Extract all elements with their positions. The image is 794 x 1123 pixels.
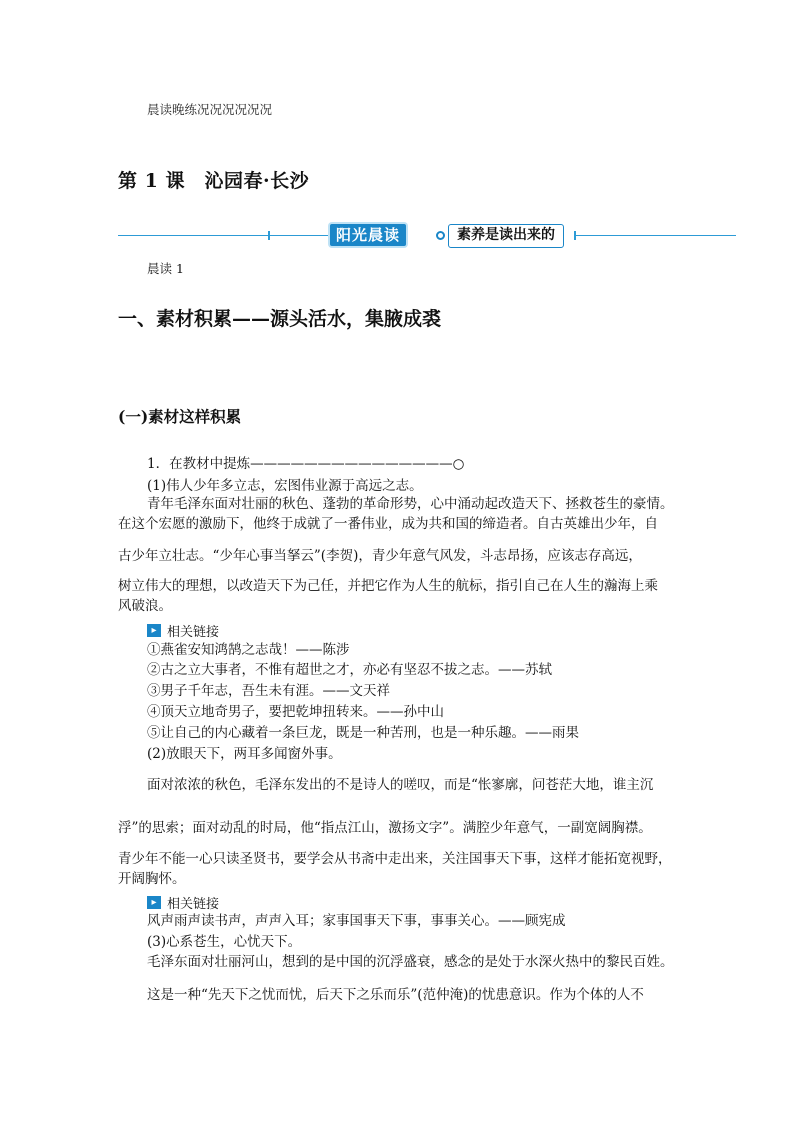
point-2-line: 开阔胸怀。	[118, 871, 186, 887]
quote-line: 风声雨声读书声，声声入耳；家事国事天下事，事事关心。——顾宪成	[147, 913, 566, 929]
morning-reading-label: 晨读 1	[147, 261, 184, 276]
page-header: 晨读晚练况况况况况况	[147, 102, 273, 117]
point-1-line: 古少年立壮志。“少年心事当拏云”(李贺)，青少年意气风发，斗志昂扬，应该志存高远，	[118, 548, 642, 564]
arrow-right-icon: ▸	[147, 896, 161, 909]
banner-left-tick	[268, 231, 270, 240]
subsection-title: (一)素材这样积累	[118, 407, 242, 426]
point-2-heading: (2)放眼天下，两耳多闻窗外事。	[147, 746, 342, 762]
quote-line: ④顶天立地奇男子，要把乾坤扭转来。——孙中山	[147, 704, 444, 720]
section-title: 一、素材积累——源头活水，集腋成裘	[118, 308, 442, 330]
banner-dot-icon	[436, 231, 445, 240]
point-1-line: 树立伟大的理想，以改造天下为己任，并把它作为人生的航标，指引自己在人生的瀚海上乘	[118, 578, 658, 594]
arrow-right-icon: ▸	[147, 624, 161, 637]
point-2-line: 面对浓浓的秋色，毛泽东发出的不是诗人的嗟叹，而是“怅寥廓，问苍茫大地，谁主沉	[147, 777, 654, 793]
quote-line: ⑤让自己的内心藏着一条巨龙，既是一种苦刑，也是一种乐趣。——雨果	[147, 725, 579, 741]
point-1-line: 青年毛泽东面对壮丽的秋色、蓬勃的革命形势，心中涌动起改造天下、拯救苍生的豪情。	[147, 496, 674, 512]
quote-line: ①燕雀安知鸿鹄之志哉！——陈涉	[147, 642, 350, 658]
quote-line: ②古之立大事者，不惟有超世之才，亦必有坚忍不拔之志。——苏轼	[147, 662, 552, 678]
section-banner	[118, 222, 736, 250]
quote-line: ③男子千年志，吾生未有涯。——文天祥	[147, 683, 390, 699]
related-link-label: 相关链接	[167, 897, 220, 912]
point-1-line: 风破浪。	[118, 598, 172, 614]
point-3-line: 这是一种“先天下之忧而忧，后天下之乐而乐”(范仲淹)的忧患意识。作为个体的人不	[147, 987, 644, 1003]
banner-right-tick	[574, 231, 576, 240]
related-link-header	[147, 621, 219, 640]
related-link-header	[147, 893, 219, 912]
lesson-title: 第 1 课 沁园春·长沙	[118, 170, 310, 192]
point-3-heading: (3)心系苍生，心忧天下。	[147, 934, 302, 950]
point-1-line: 在这个宏愿的激励下，他终于成就了一番伟业，成为共和国的缔造者。自古英雄出少年，自	[118, 516, 658, 532]
banner-title: 阳光晨读	[330, 224, 406, 246]
banner-right-line	[574, 235, 736, 236]
related-link-label: 相关链接	[167, 625, 220, 640]
item-heading: 1．在教材中提炼———————————————○	[147, 456, 465, 472]
point-2-line: 浮”的思索；面对动乱的时局，他“指点江山，激扬文字”。满腔少年意气，一副宽阔胸襟。	[118, 820, 652, 836]
banner-left-line	[118, 235, 330, 236]
point-1-heading: (1)伟人少年多立志，宏图伟业源于高远之志。	[147, 478, 423, 494]
banner-subtitle: 素养是读出来的	[448, 224, 564, 248]
point-2-line: 青少年不能一心只读圣贤书，要学会从书斋中走出来，关注国事天下事，这样才能拓宽视野，	[118, 851, 672, 867]
point-3-line: 毛泽东面对壮丽河山，想到的是中国的沉浮盛衰，感念的是处于水深火热中的黎民百姓。	[147, 954, 674, 970]
